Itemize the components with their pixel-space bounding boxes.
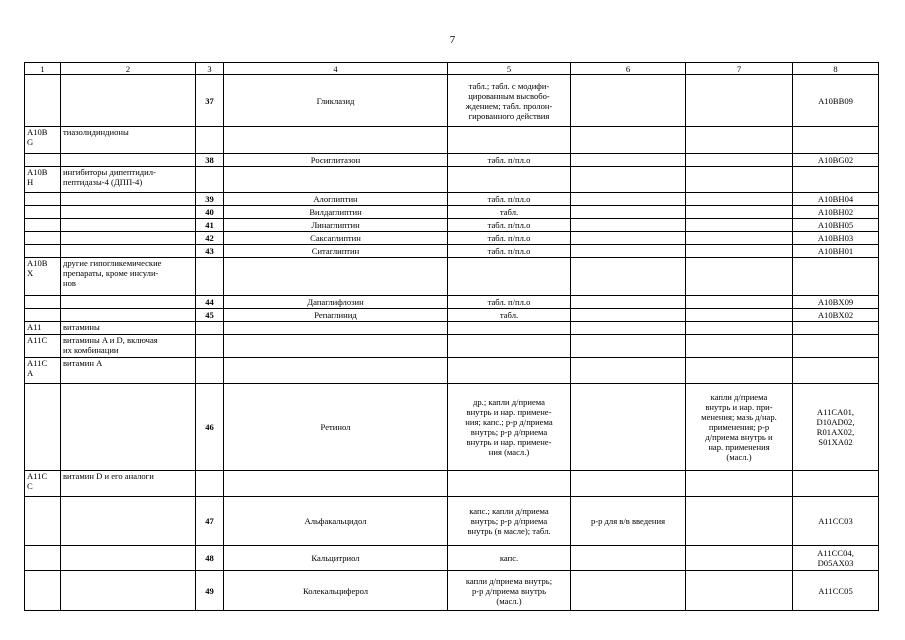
header-cell-8: 8 [793,63,879,75]
cell-dosage-form: табл. п/пл.о [448,245,571,258]
cell-dosage-form [448,127,571,154]
cell-atc-final-code: A11CA01, D10AD02, R01AX02, S01XA02 [793,384,879,471]
cell-atc-final-code: A10BH02 [793,206,879,219]
cell-dosage-form-other [686,497,793,546]
cell-atc-code [25,546,61,571]
cell-drug-name: Дапаглифлозин [224,296,448,309]
cell-dosage-form-other [686,75,793,127]
cell-dosage-form-extra [571,571,686,611]
cell-row-number: 38 [196,154,224,167]
cell-group-name: витамины [61,322,196,335]
cell-drug-name: Вилдаглиптин [224,206,448,219]
cell-dosage-form-other [686,206,793,219]
cell-row-number: 49 [196,571,224,611]
cell-atc-code [25,154,61,167]
table-row [25,206,879,219]
header-cell-7: 7 [686,63,793,75]
cell-dosage-form [448,358,571,384]
cell-drug-name [224,322,448,335]
cell-dosage-form-extra [571,322,686,335]
header-row [25,63,879,75]
cell-dosage-form-extra [571,335,686,358]
cell-group-name [61,497,196,546]
table-row [25,245,879,258]
cell-drug-name: Гликлазид [224,75,448,127]
cell-dosage-form: табл. [448,206,571,219]
cell-dosage-form-extra: р-р для в/в введения [571,497,686,546]
header-cell-6: 6 [571,63,686,75]
cell-atc-code [25,296,61,309]
table-row [25,154,879,167]
cell-drug-name: Колекальциферол [224,571,448,611]
cell-atc-final-code: A10BX09 [793,296,879,309]
cell-row-number: 42 [196,232,224,245]
cell-dosage-form-extra [571,245,686,258]
cell-group-name: витамины A и D, включая их комбинации [61,335,196,358]
cell-dosage-form-extra [571,309,686,322]
cell-dosage-form: капс.; капли д/приема внутрь; р-р д/приема внутрь (в масле); табл. [448,497,571,546]
cell-atc-final-code: A10BH03 [793,232,879,245]
cell-dosage-form-other [686,258,793,296]
table-row [25,296,879,309]
cell-group-name [61,75,196,127]
table-row [25,127,879,154]
cell-atc-final-code [793,335,879,358]
cell-group-name [61,232,196,245]
cell-atc-final-code [793,167,879,193]
cell-row-number: 46 [196,384,224,471]
table-body [25,63,879,611]
cell-drug-name [224,335,448,358]
cell-row-number: 48 [196,546,224,571]
cell-dosage-form: табл. п/пл.о [448,296,571,309]
cell-atc-code [25,571,61,611]
cell-row-number [196,258,224,296]
table-row [25,358,879,384]
cell-drug-name [224,471,448,497]
cell-dosage-form-extra [571,219,686,232]
table-row [25,232,879,245]
cell-dosage-form-other [686,322,793,335]
table-row [25,193,879,206]
table-row [25,167,879,193]
cell-atc-code: A10B H [25,167,61,193]
cell-row-number: 40 [196,206,224,219]
cell-group-name [61,154,196,167]
cell-atc-final-code: A10BG02 [793,154,879,167]
cell-dosage-form-extra [571,384,686,471]
cell-dosage-form-other [686,154,793,167]
cell-dosage-form-extra [571,127,686,154]
cell-drug-name: Саксаглиптин [224,232,448,245]
cell-dosage-form [448,167,571,193]
cell-atc-final-code: A10BH04 [793,193,879,206]
cell-dosage-form-other [686,358,793,384]
cell-group-name: другие гипогликемические препараты, кроме инсули- нов [61,258,196,296]
cell-row-number [196,335,224,358]
cell-row-number: 43 [196,245,224,258]
cell-atc-code [25,193,61,206]
cell-dosage-form: табл. п/пл.о [448,154,571,167]
cell-drug-name [224,358,448,384]
cell-dosage-form-other [686,335,793,358]
cell-group-name: витамин D и его аналоги [61,471,196,497]
cell-dosage-form-other [686,571,793,611]
header-cell-3: 3 [196,63,224,75]
cell-dosage-form: табл.; табл. с модифи- цированным высвобо- ждением; табл. пролон- гированного действия [448,75,571,127]
cell-atc-final-code [793,471,879,497]
cell-dosage-form-other [686,127,793,154]
table-row [25,335,879,358]
cell-row-number [196,322,224,335]
cell-dosage-form-other [686,219,793,232]
cell-atc-code [25,384,61,471]
cell-group-name [61,384,196,471]
cell-drug-name: Росиглитазон [224,154,448,167]
cell-group-name [61,193,196,206]
cell-atc-code [25,75,61,127]
header-cell-1: 1 [25,63,61,75]
cell-group-name: тиазолидиндионы [61,127,196,154]
cell-dosage-form-extra [571,167,686,193]
cell-dosage-form [448,335,571,358]
cell-drug-name [224,127,448,154]
cell-dosage-form: капли д/приема внутрь; р-р д/приема внутрь (масл.) [448,571,571,611]
cell-group-name: ингибиторы дипептидил- пептидазы-4 (ДПП-4) [61,167,196,193]
cell-group-name [61,546,196,571]
cell-group-name [61,206,196,219]
cell-atc-code: A11C A [25,358,61,384]
cell-drug-name: Альфакальцидол [224,497,448,546]
cell-dosage-form [448,322,571,335]
cell-drug-name: Репаглинид [224,309,448,322]
cell-row-number [196,167,224,193]
cell-dosage-form-other [686,471,793,497]
header-cell-2: 2 [61,63,196,75]
cell-dosage-form-extra [571,75,686,127]
cell-drug-name [224,167,448,193]
cell-atc-final-code: A10BX02 [793,309,879,322]
cell-atc-code: A10B G [25,127,61,154]
cell-dosage-form [448,471,571,497]
cell-group-name [61,309,196,322]
cell-dosage-form-other: капли д/приема внутрь и нар. при- менения; мазь д/нар. применения; р-р д/приема внутрь и нар. применения (масл.) [686,384,793,471]
cell-dosage-form-extra [571,193,686,206]
cell-dosage-form: др.; капли д/приема внутрь и нар. примене- ния; капс.; р-р д/приема внутрь; р-р д/приема внутрь и нар. примене- ния (масл.) [448,384,571,471]
page-number: 7 [449,34,456,46]
cell-group-name [61,219,196,232]
cell-dosage-form-other [686,167,793,193]
cell-dosage-form-extra [571,358,686,384]
cell-drug-name: Ситаглиптин [224,245,448,258]
cell-atc-final-code [793,358,879,384]
cell-drug-name: Кальцитриол [224,546,448,571]
cell-dosage-form: табл. п/пл.о [448,232,571,245]
cell-atc-code: A10B X [25,258,61,296]
table-row [25,75,879,127]
cell-atc-final-code [793,127,879,154]
cell-atc-final-code: A10BH01 [793,245,879,258]
cell-atc-code: A11C C [25,471,61,497]
table-row [25,384,879,471]
cell-group-name [61,245,196,258]
table-row [25,546,879,571]
cell-row-number: 39 [196,193,224,206]
cell-row-number: 37 [196,75,224,127]
cell-atc-code [25,245,61,258]
drug-table [24,62,879,611]
cell-row-number: 41 [196,219,224,232]
cell-group-name: витамин A [61,358,196,384]
cell-row-number: 45 [196,309,224,322]
cell-dosage-form-extra [571,546,686,571]
cell-dosage-form: табл. [448,309,571,322]
cell-row-number [196,127,224,154]
table-row [25,322,879,335]
cell-dosage-form-other [686,245,793,258]
cell-atc-code [25,232,61,245]
cell-atc-final-code [793,322,879,335]
cell-drug-name: Линаглиптин [224,219,448,232]
cell-dosage-form-other [686,546,793,571]
cell-dosage-form-extra [571,206,686,219]
table-row [25,471,879,497]
cell-dosage-form-extra [571,258,686,296]
cell-dosage-form-extra [571,296,686,309]
table-row [25,571,879,611]
cell-atc-final-code: A11CC03 [793,497,879,546]
table-row [25,258,879,296]
cell-dosage-form-other [686,296,793,309]
cell-dosage-form: табл. п/пл.о [448,193,571,206]
cell-atc-final-code: A10BB09 [793,75,879,127]
cell-dosage-form-other [686,309,793,322]
cell-row-number [196,471,224,497]
cell-dosage-form-extra [571,471,686,497]
table-row [25,497,879,546]
cell-atc-code [25,497,61,546]
cell-group-name [61,571,196,611]
cell-drug-name: Ретинол [224,384,448,471]
cell-drug-name: Алоглиптин [224,193,448,206]
cell-atc-final-code: A10BH05 [793,219,879,232]
cell-atc-code [25,309,61,322]
cell-dosage-form: капс. [448,546,571,571]
cell-row-number: 47 [196,497,224,546]
cell-atc-code [25,206,61,219]
cell-atc-code [25,219,61,232]
cell-dosage-form-other [686,193,793,206]
cell-group-name [61,296,196,309]
cell-atc-code: A11C [25,335,61,358]
cell-dosage-form-extra [571,154,686,167]
cell-dosage-form-other [686,232,793,245]
cell-dosage-form [448,258,571,296]
table-row [25,219,879,232]
table-row [25,309,879,322]
header-cell-5: 5 [448,63,571,75]
cell-dosage-form: табл. п/пл.о [448,219,571,232]
cell-drug-name [224,258,448,296]
cell-atc-code: A11 [25,322,61,335]
cell-atc-final-code [793,258,879,296]
cell-atc-final-code: A11CC04, D05AX03 [793,546,879,571]
cell-row-number [196,358,224,384]
cell-row-number: 44 [196,296,224,309]
header-cell-4: 4 [224,63,448,75]
cell-dosage-form-extra [571,232,686,245]
cell-atc-final-code: A11CC05 [793,571,879,611]
